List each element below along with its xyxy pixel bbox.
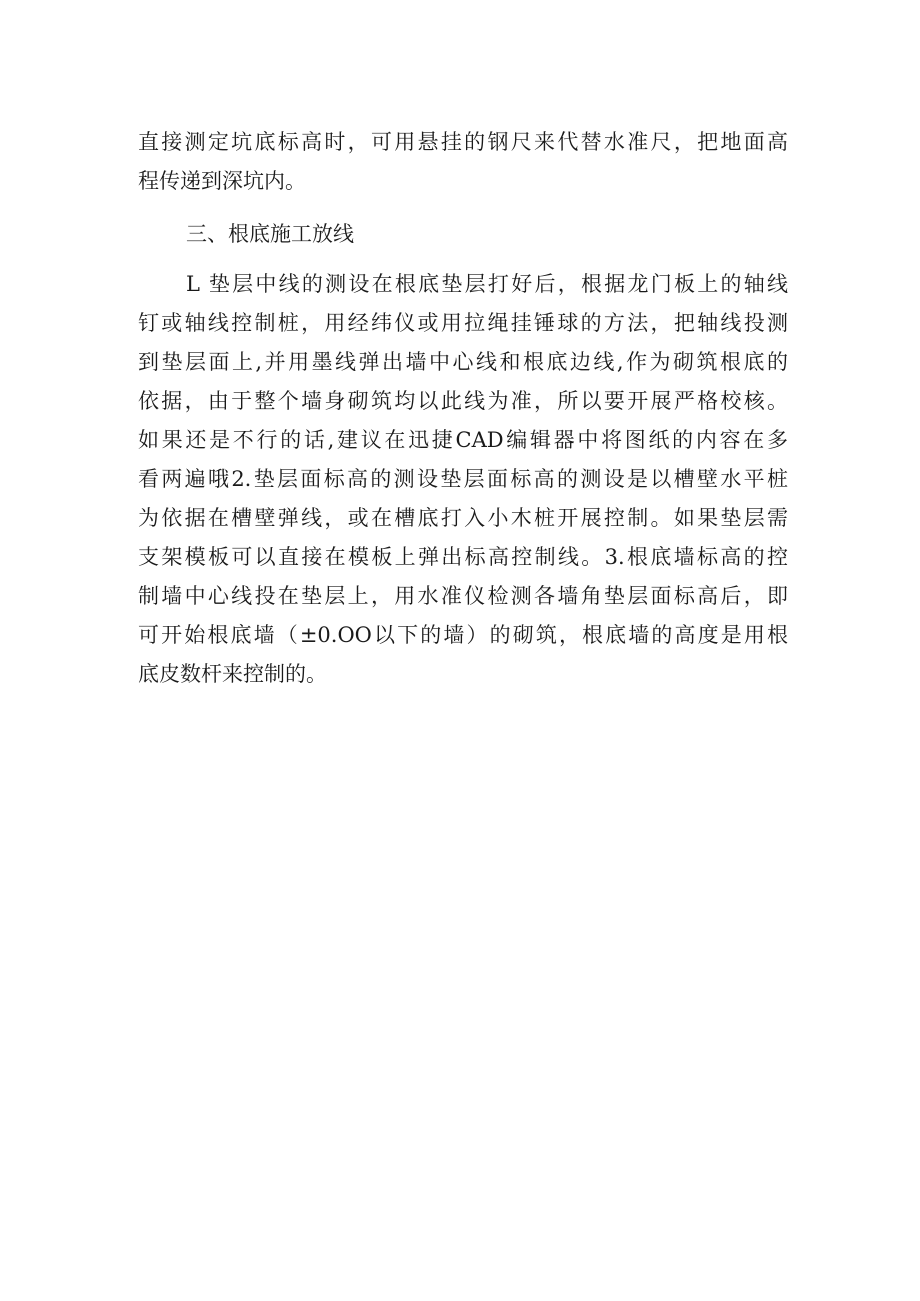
paragraph-2-line-3: 到垫层面上,并用墨线弹出墙中心线和根底边线,作为砌筑根底的: [138, 350, 788, 374]
paragraph-1-line-2: 程传递到深坑内。: [138, 169, 306, 193]
paragraph-2-line-7: 为依据在槽壁弹线，或在槽底打入小木桩开展控制。如果垫层需: [138, 506, 788, 530]
paragraph-2-line-8: 支架模板可以直接在模板上弹出标高控制线。3.根底墙标高的控: [138, 545, 788, 569]
paragraph-2-line-6: 看两遍哦2.垫层面标高的测设垫层面标高的测设是以槽壁水平桩: [138, 467, 788, 491]
paragraph-2-line-11: 底皮数杆来控制的。: [138, 662, 327, 686]
paragraph-1-line-1: 直接测定坑底标高时，可用悬挂的钢尺来代替水准尺，把地面高: [138, 130, 788, 154]
paragraph-2-line-5: 如果还是不行的话,建议在迅捷CAD编辑器中将图纸的内容在多: [138, 428, 788, 452]
paragraph-2-line-4: 依据，由于整个墙身砌筑均以此线为准，所以要开展严格校核。: [138, 389, 788, 413]
paragraph-2-line-2: 钉或轴线控制桩，用经纬仪或用拉绳挂锤球的方法，把轴线投测: [138, 311, 788, 335]
section-heading: 三、根底施工放线: [186, 222, 354, 246]
paragraph-2-line-1: L 垫层中线的测设在根底垫层打好后，根据龙门板上的轴线: [186, 272, 788, 296]
paragraph-2-line-9: 制墙中心线投在垫层上，用水准仪检测各墙角垫层面标高后，即: [138, 584, 788, 608]
paragraph-2-line-10: 可开始根底墙（±0.OO以下的墙）的砌筑，根底墙的高度是用根: [138, 623, 788, 647]
